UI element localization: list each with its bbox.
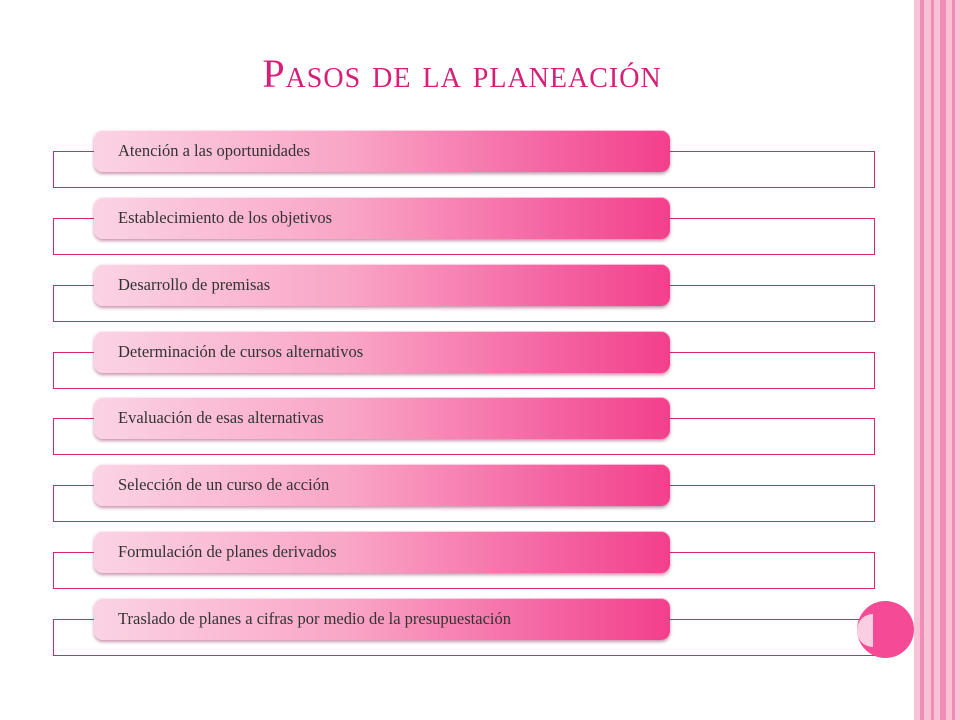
step-label: Desarrollo de premisas	[94, 264, 670, 306]
step-label: Determinación de cursos alternativos	[94, 331, 670, 373]
decorative-stripe	[940, 0, 946, 720]
step-label: Atención a las oportunidades	[94, 130, 670, 172]
decorative-stripe	[920, 0, 924, 720]
step-label: Evaluación de esas alternativas	[94, 397, 670, 439]
step-label: Traslado de planes a cifras por medio de la presupuestación	[94, 598, 670, 640]
step-label: Establecimiento de los objetivos	[94, 197, 670, 239]
step-label: Selección de un curso de acción	[94, 464, 670, 506]
slide-title: Pasos de la planeación	[262, 51, 662, 96]
decorative-stripe	[931, 0, 934, 720]
decorative-stripe	[952, 0, 955, 720]
step-label: Formulación de planes derivados	[94, 531, 670, 573]
step-item	[0, 598, 900, 678]
